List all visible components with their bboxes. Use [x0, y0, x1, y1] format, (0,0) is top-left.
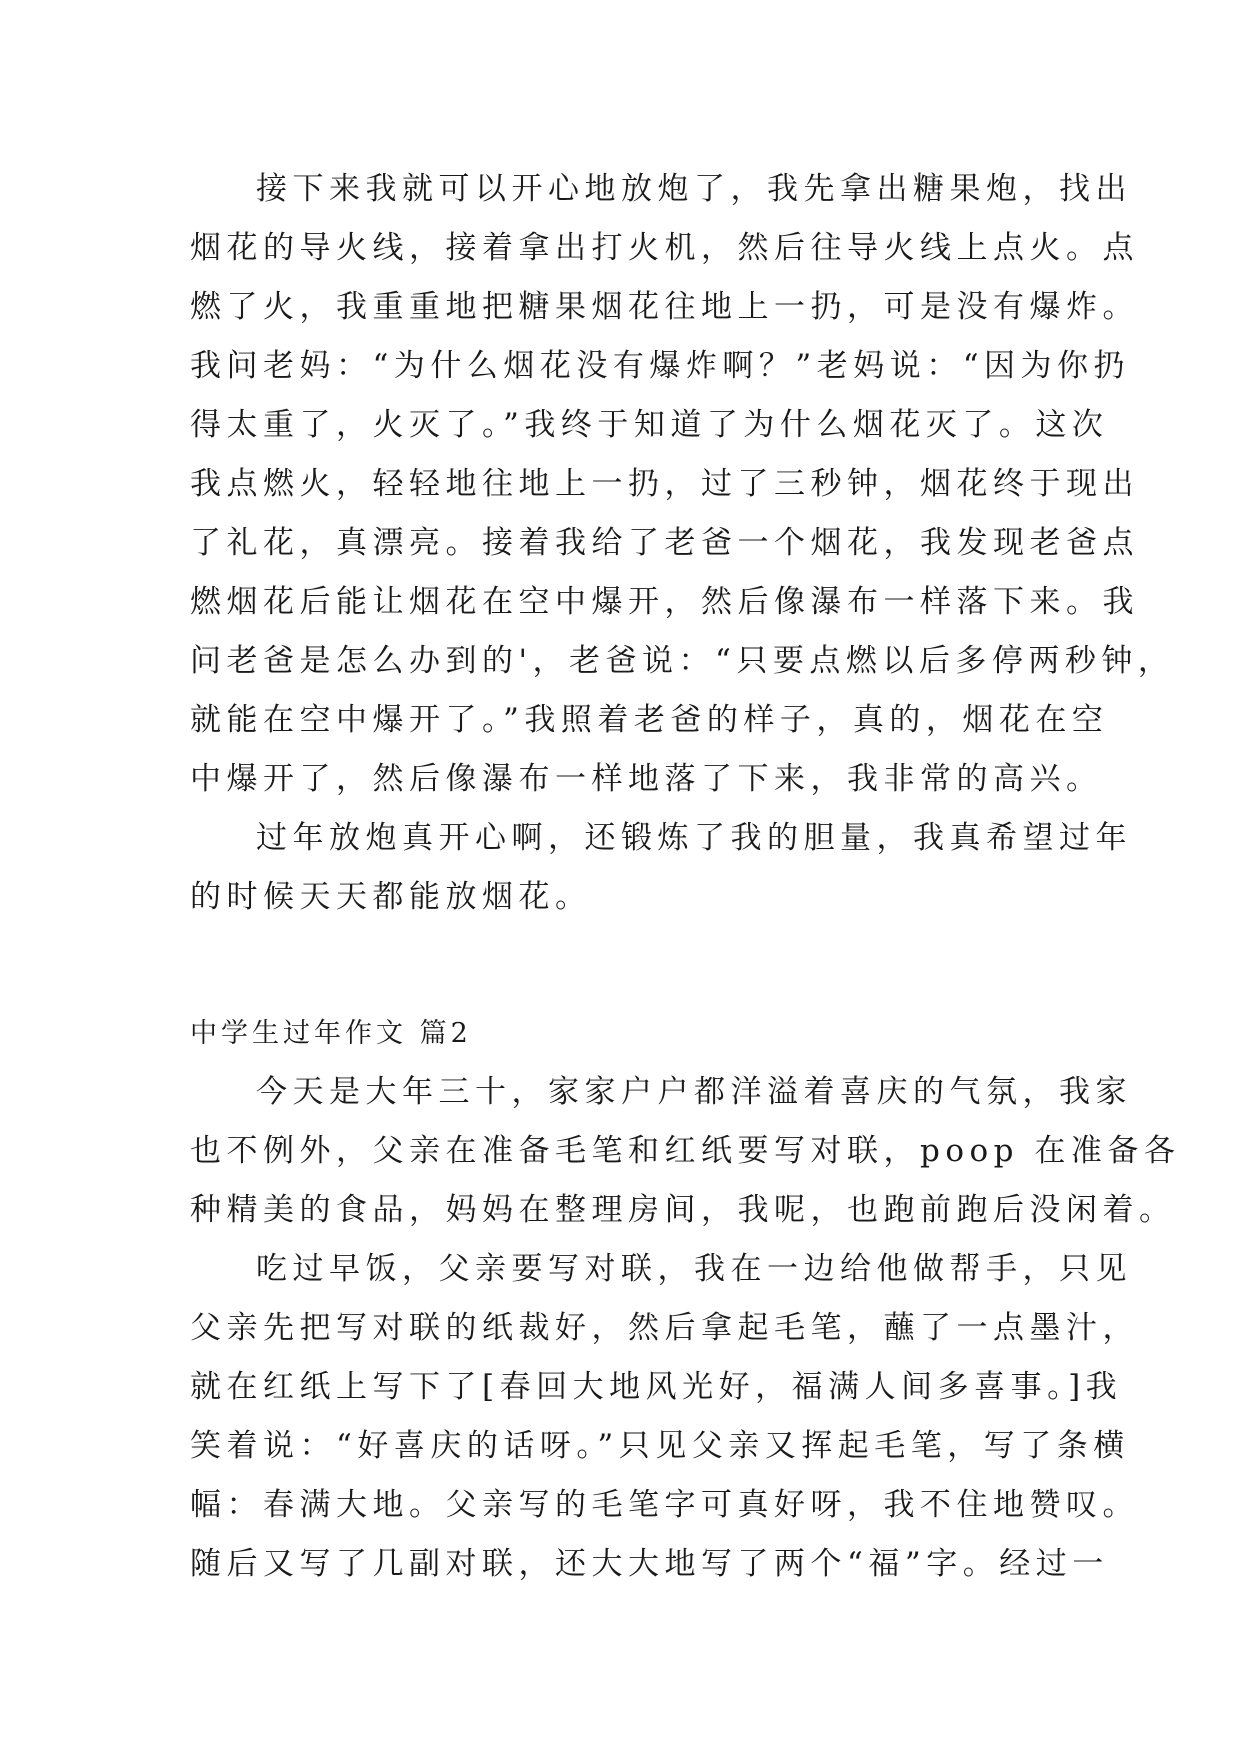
text-line: 接下来我就可以开心地放炮了，我先拿出糖果炮，找出: [256, 171, 1132, 207]
paragraph-new-year-eve: [190, 1063, 1181, 1240]
text-line: 烟花的导火线，接着拿出打火机，然后往导火线上点火。点: [190, 230, 1139, 266]
text-line: 了礼花，真漂亮。接着我给了老爸一个烟花，我发现老爸点: [190, 525, 1139, 561]
paragraph-firecrackers: [190, 160, 1175, 809]
text-line: 今天是大年三十，家家户户都洋溢着喜庆的气氛，我家: [256, 1074, 1132, 1110]
text-line: 吃过早饭，父亲要写对联，我在一边给他做帮手，只见: [256, 1251, 1132, 1287]
text-line: 中爆开了，然后像瀑布一样地落了下来，我非常的高兴。: [190, 761, 1103, 797]
text-line: 的时候天天都能放烟花。: [190, 879, 592, 915]
paragraph-couplets: [190, 1240, 1139, 1594]
text-line: 过年放炮真开心啊，还锻炼了我的胆量，我真希望过年: [256, 820, 1132, 856]
text-line: 问老爸是怎么办到的'，老爸说：“只要点燃以后多停两秒钟，: [190, 643, 1175, 679]
paragraph-conclusion: [190, 809, 1132, 927]
text-line: 我问老妈：“为什么烟花没有爆炸啊？”老妈说：“因为你扔: [190, 348, 1131, 384]
text-line: 种精美的食品，妈妈在整理房间，我呢，也跑前跑后没闲着。: [190, 1192, 1176, 1228]
text-line: 就在红纸上写下了[春回大地风光好，福满人间多喜事。]我: [190, 1369, 1123, 1405]
text-line: 笑着说：“好喜庆的话呀。”只见父亲又挥起毛笔，写了条横: [190, 1428, 1130, 1464]
text-line: 父亲先把写对联的纸裁好，然后拿起毛笔，蘸了一点墨汁，: [190, 1310, 1139, 1346]
text-line: 就能在空中爆开了。”我照着老爸的样子，真的，烟花在空: [190, 702, 1109, 738]
text-line: 燃烟花后能让烟花在空中爆开，然后像瀑布一样落下来。我: [190, 584, 1139, 620]
text-line: 得太重了，火灭了。”我终于知道了为什么烟花灭了。这次: [190, 407, 1109, 443]
document-page: [190, 160, 1181, 1594]
text-line: 燃了火，我重重地把糖果烟花往地上一扔，可是没有爆炸。: [190, 289, 1139, 325]
section-gap: [190, 927, 1070, 1004]
text-line: 我点燃火，轻轻地往地上一扔，过了三秒钟，烟花终于现出: [190, 466, 1139, 502]
text-line: 幅：春满大地。父亲写的毛笔字可真好呀，我不住地赞叹。: [190, 1487, 1139, 1523]
text-line: 随后又写了几副对联，还大大地写了两个“福”字。经过一: [190, 1546, 1109, 1582]
text-line: 也不例外，父亲在准备毛笔和红纸要写对联，poop 在准备各: [190, 1133, 1181, 1169]
section-heading: 中学生过年作文 篇2: [190, 1018, 472, 1049]
